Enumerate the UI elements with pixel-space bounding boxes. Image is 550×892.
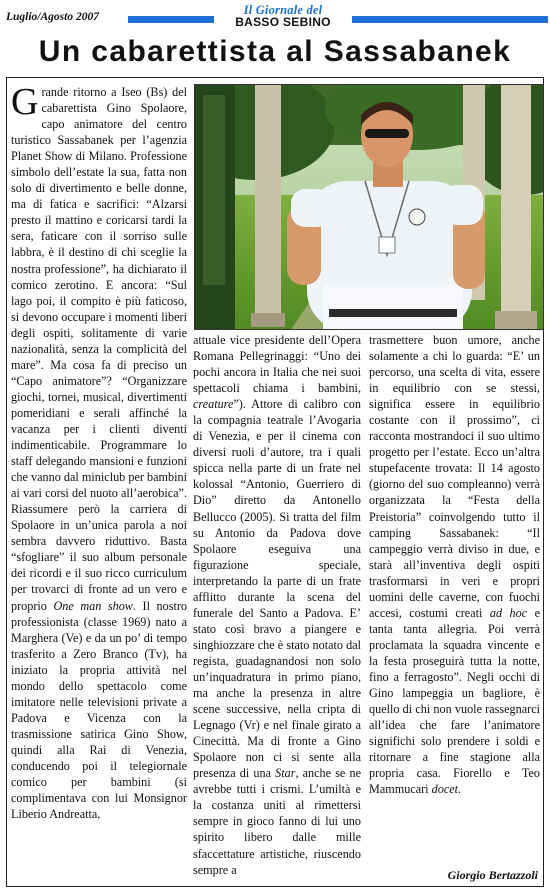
- column-2-italic: creature: [193, 397, 234, 412]
- column-2-italic-2: Star: [275, 766, 296, 781]
- masthead-title-bottom: BASSO SEBINO: [235, 14, 331, 29]
- column-2-text-2: ”). Attore di calibro con la compagnia teatrale l’Avogaria di Venezia, e per il cinema con diversi ruoli d’autore, tra i quali spicca nella parte di un frate nel kolossal “Antonio, Guerriero di Dio” diretto da Antonello Bellucco (2005). Si tratta del film su Antonio da Padova dove Spolaore eseguiva una figurazione speciale, interpretando la parte di un frate afflitto durante la scena del funerale del Santo a Padova. E’ stato così bravo a piangere e singhiozzare che è stato notato dal regista, guadagnandosi non solo un’inquadratura in primo piano, ma anche la presenza in altre scene successive, nella cripta di Legnago (Vr) e nel finale girato a Cinecittà. Ma di fronte a Gino Spolaore non ci si sente alla presenza di una: [193, 397, 361, 781]
- column-1-text: rande ritorno a Iseo (Bs) del cabarettista Gino Spolaore, capo animatore del centro turistico Sassabanek per l’agenzia Planet Show di Milano. Professione simbolo dell’estate la sua, fatta non solo di divertimento e belle donne, ma di fatica e sacrifici: “Alzarsi presto il mattino e coricarsi tardi la sera, faticare con il sorriso sulle labbra, è il destino di chi sceglie la nostra professione”, ha dichiarato il comico zerotino. E ancora: “Sul lago poi, il compito è più faticoso, si devono occupare i momenti liberi degli ospiti, solitamente di varie nazionalità, senza la complicità del mare”. Ma cosa fa di preciso un “Capo animatore”? “Organizzare giochi, tornei, musical, divertimenti pomeridiani e serali affinché la vacanza per i clienti diventi indimenticabile. Programmare lo staff delegando mansioni e funzioni che vanno dal miniclub per bambini ai vari corsi del nuoto all’aerobica”. Riassumere però la carriera di Spolaore in un’unica parola a noi sembra davvero riduttivo. Basta “sfogliare” il suo album personale dei ricordi e il suo ricco curriculum per trovarci di fronte ad un vero e proprio: [11, 85, 187, 613]
- column-3-italic: ad hoc: [489, 605, 528, 620]
- column-2-text: attuale vice presidente dell’Opera Romana Pellegrinaggi: “Uno dei pochi ancora in Italia che nei suoi spettacoli chiama i bambini,: [193, 333, 361, 396]
- header-rule-left: [128, 16, 214, 23]
- author-signature: Giorgio Bertazzoli: [447, 868, 538, 882]
- article-column-2: [193, 332, 361, 878]
- header-rule-right: [352, 16, 548, 23]
- masthead-title-top: Il Giornale del: [243, 3, 323, 17]
- article-column-3: [369, 332, 540, 797]
- column-1-text-2: . Il nostro professionista (classe 1969) nato a Marghera (Ve) e da un po’ di tempo trasferito a Zero Branco (Tv), ha iniziato la propria attività nel mondo dello spettacolo come imitatore nelle televisioni private a Padova e Vicenza con la trasmissione satirica Gino Show, quindi alla Rai di Venezia, conducendo poi il telegiornale comico per bambini (si complimentava con lui Monsignor Liberio Andreatta,: [11, 598, 187, 822]
- column-3-text-2: e tanta tanta allegria. Poi verrà proclamata la squadra vincente e la festa proseguirà tutta la notte, fino a ferragosto”. Negli occhi di Gino lampeggia un bagliore, è quello di chi non vuole rassegnarci all’idea che fare l’animatore significhi solo prendere i soldi e ritornare a fine stagione alla propria casa. Fiorello e Teo Mammucari: [369, 605, 540, 797]
- column-1-italic: One man show: [53, 598, 133, 613]
- column-3-italic-2: docet: [431, 782, 459, 797]
- article-column-1: [11, 81, 187, 822]
- article-headline: Un cabarettista al Sassabanek: [38, 35, 512, 68]
- drop-cap: G: [11, 81, 39, 123]
- issue-date: Luglio/Agosto 2007: [6, 11, 99, 23]
- masthead: [218, 4, 348, 28]
- column-3-end: .: [458, 782, 462, 797]
- article-photo: [194, 84, 544, 330]
- column-2-text-3: , anche se ne avrebbe tutti i crismi. L’umiltà e la costanza uniti al rimettersi sempre in gioco fanno di lui uno spirito libero dalle mille sfaccettature artistiche, riuscendo sempre a: [193, 766, 361, 877]
- page-header: [0, 3, 550, 29]
- column-3-text: trasmettere buon umore, anche solamente a chi lo guarda: “E’ un percorso, una scelta di vita, essere in equilibrio con se stessi, significa essere in equilibrio costante con il prossimo”, ci racconta mostrandoci il suo ultimo progetto per l’estate. Ecco un’altra stupefacente trovata: Il 14 agosto (giorno del suo compleanno) verrà organizzata la “Festa della Preistoria” coinvolgendo tutto il camping Sassabanek: “Il campeggio verrà diviso in due, e starà all’inventiva degli ospiti trasformarsi in veri e propri uomini delle caverne, con fuochi accesi, costumi creati: [369, 333, 540, 620]
